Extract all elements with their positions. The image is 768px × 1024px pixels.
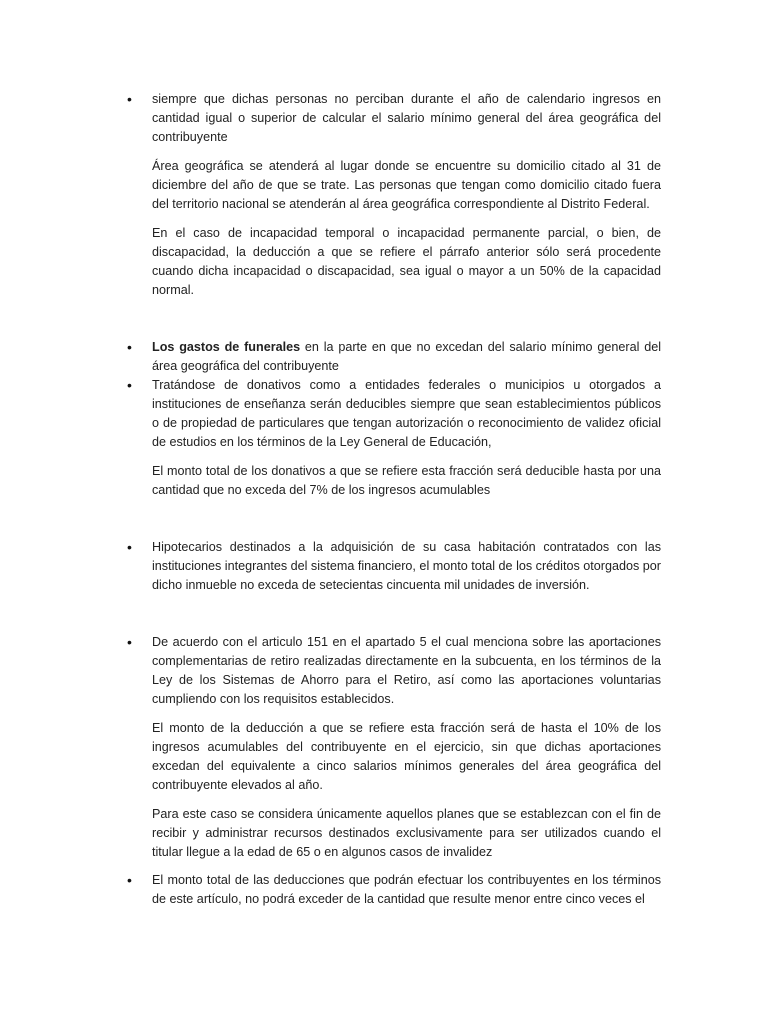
bullet-marker: • (127, 872, 132, 888)
paragraph-2: Área geográfica se atenderá al lugar donde se encuentre su domicilio citado al 31 de diciembre del año de que se trate. Las personas que tengan como domicilio citado fuera del territorio nacional se atenderán al área geográfica correspondiente al Distrito Federal. (152, 159, 661, 211)
paragraph-7: Hipotecarios destinados a la adquisición de su casa habitación contratados con las instituciones integrantes del sistema financiero, el monto total de los créditos otorgados por dicho inmueble no exceda de setecientas cincuenta mil unidades de inversión. (152, 540, 661, 592)
paragraph-1: siempre que dichas personas no perciban durante el año de calendario ingresos en cantidad igual o superior de calcular el salario mínimo general del área geográfica del contribuyente (152, 92, 661, 144)
bullet-marker: • (127, 634, 132, 650)
paragraph-4 (152, 338, 661, 376)
bullet-marker: • (127, 339, 132, 355)
paragraph-9: El monto de la deducción a que se refiere esta fracción será de hasta el 10% de los ingresos acumulables del contribuyente en el ejercicio, sin que dichas aportaciones excedan del equivalente a cinco salarios mínimos generales del área geográfica del contribuyente elevados al año. (152, 721, 661, 792)
paragraph-4-text: en la parte en que no excedan del salario mínimo general del área geográfica del contribuyente (152, 340, 662, 373)
paragraph-10: Para este caso se considera únicamente aquellos planes que se establezcan con el fin de recibir y administrar recursos destinados exclusivamente para ser utilizados cuando el titular llegue a la edad de 65 o en algunos casos de invalidez (152, 807, 661, 859)
paragraph-3: En el caso de incapacidad temporal o incapacidad permanente parcial, o bien, de discapacidad, la deducción a que se refiere el párrafo anterior sólo será procedente cuando dicha incapacidad o discapacidad, sea igual o mayor a un 50% de la capacidad normal. (152, 226, 661, 297)
bold-lead: Los gastos de funerales (152, 340, 301, 354)
bullet-marker: • (127, 539, 132, 555)
paragraph-5: Tratándose de donativos como a entidades federales o municipios u otorgados a instituciones de enseñanza serán deducibles siempre que sean establecimientos públicos o de propiedad de particulares que tengan autorización o reconocimiento de validez oficial de estudios en los términos de la Ley General de Educación, (152, 378, 661, 449)
bullet-marker: • (127, 377, 132, 393)
paragraph-6: El monto total de los donativos a que se refiere esta fracción será deducible hasta por una cantidad que no exceda del 7% de los ingresos acumulables (152, 464, 661, 497)
paragraph-8: De acuerdo con el articulo 151 en el apartado 5 el cual menciona sobre las aportaciones complementarias de retiro realizadas directamente en la subcuenta, en los términos de la Ley de los Sistemas de Ahorro para el Retiro, así como las aportaciones voluntarias cumpliendo con los requisitos establecidos. (152, 635, 661, 706)
bullet-marker: • (127, 91, 132, 107)
paragraph-11: El monto total de las deducciones que podrán efectuar los contribuyentes en los términos de este artículo, no podrá exceder de la cantidad que resulte menor entre cinco veces el (152, 873, 661, 906)
